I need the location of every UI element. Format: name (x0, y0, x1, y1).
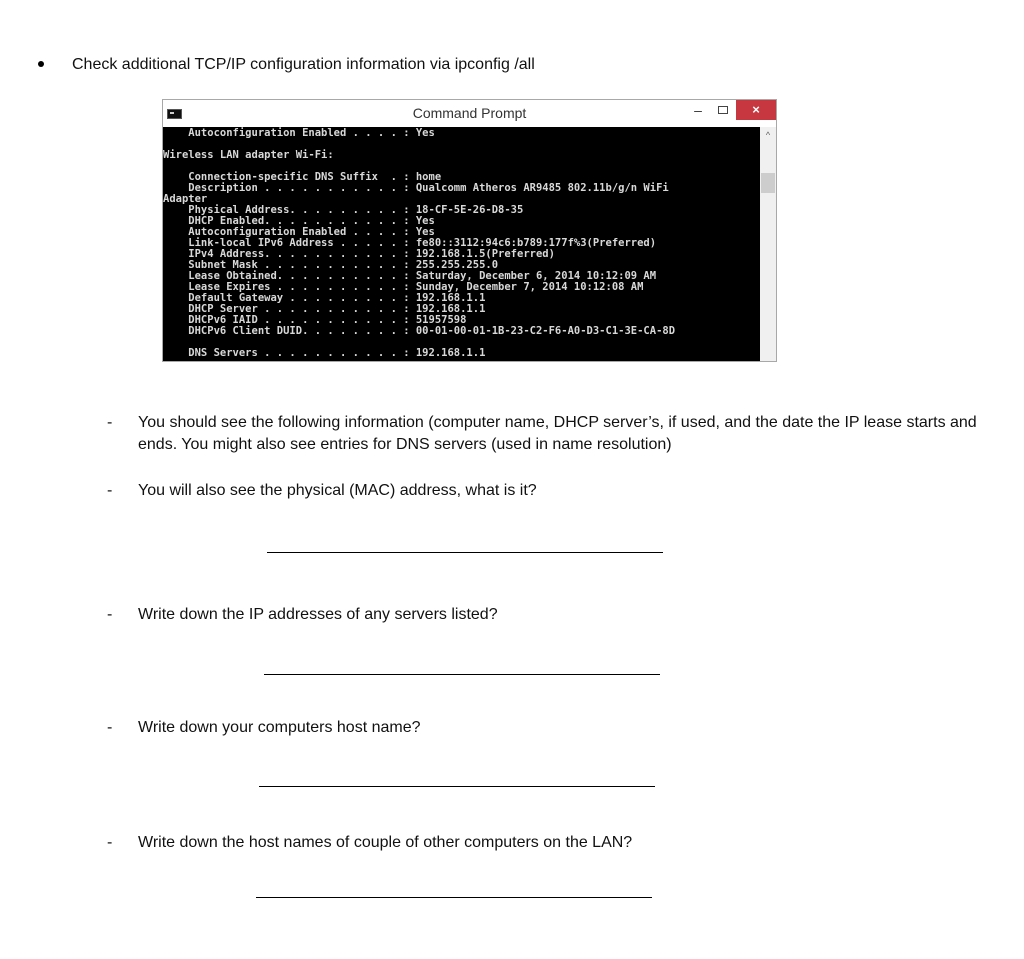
list-dash: - (107, 834, 113, 851)
console-line: Autoconfiguration Enabled . . . . : Yes (163, 127, 435, 139)
question-text: You will also see the physical (MAC) address, what is it? (138, 482, 537, 499)
vertical-scrollbar[interactable] (760, 127, 776, 362)
question-mac (0, 480, 1024, 502)
console-line: Subnet Mask . . . . . . . . . . . : 255.255.255.0 (163, 259, 499, 271)
console-line: Link-local IPv6 Address . . . . . : fe80::3112:94c6:b789:177f%3(Preferred) (163, 237, 657, 249)
console-line: Description . . . . . . . . . . . : Qualcomm Atheros AR9485 802.11b/g/n WiFi (163, 182, 669, 194)
console-line: Connection-specific DNS Suffix . : home (163, 171, 442, 183)
console-line: DHCP Enabled. . . . . . . . . . . : Yes (163, 215, 435, 227)
question-text: Write down the host names of couple of other computers on the LAN? (138, 834, 633, 851)
bullet-dot (38, 61, 44, 67)
question-servers (0, 604, 1024, 626)
command-prompt-window[interactable] (162, 99, 777, 362)
window-title: Command Prompt (412, 105, 527, 121)
minimize-button[interactable]: – (694, 102, 702, 118)
maximize-button[interactable] (716, 100, 730, 120)
question-info (0, 412, 1024, 458)
scroll-up-icon[interactable]: ^ (765, 130, 771, 140)
console-line: DHCPv6 IAID . . . . . . . . . . . : 51957598 (163, 314, 467, 326)
question-lan-hosts (0, 832, 1024, 854)
maximize-icon (718, 106, 728, 114)
console-output[interactable] (163, 127, 760, 362)
console-line: Wireless LAN adapter Wi-Fi: (163, 149, 334, 161)
console-line: Lease Expires . . . . . . . . . . : Sunday, December 7, 2014 10:12:08 AM (163, 281, 644, 293)
answer-line-servers[interactable] (264, 674, 660, 675)
console-line: Lease Obtained. . . . . . . . . . : Saturday, December 6, 2014 10:12:09 AM (163, 270, 657, 282)
console-line: IPv4 Address. . . . . . . . . . . : 192.168.1.5(Preferred) (163, 248, 555, 260)
list-dash: - (107, 719, 113, 736)
question-text: Write down your computers host name? (138, 719, 421, 736)
console-line: Physical Address. . . . . . . . . : 18-CF-5E-26-D8-35 (163, 204, 524, 216)
console-line: DNS Servers . . . . . . . . . . . : 192.168.1.1 (163, 347, 486, 359)
console-line: Autoconfiguration Enabled . . . . : Yes (163, 226, 435, 238)
list-dash: - (107, 606, 113, 623)
title-bar[interactable] (163, 100, 776, 127)
scroll-thumb[interactable] (761, 173, 775, 193)
question-hostname (0, 717, 1024, 739)
question-text: Write down the IP addresses of any servers listed? (138, 606, 498, 623)
question-text: You should see the following information (computer name, DHCP server’s, if used, and the date the IP lease starts and ends. You might also see entries for DNS servers (used in name resolution) (138, 414, 977, 453)
console-line: Adapter (163, 193, 208, 205)
intro-bullet (0, 55, 1024, 75)
answer-line-lan-hosts[interactable] (256, 897, 652, 898)
console-line: DHCPv6 Client DUID. . . . . . . . : 00-01-00-01-1B-23-C2-F6-A0-D3-C1-3E-CA-8D (163, 325, 676, 337)
list-dash: - (107, 414, 113, 431)
close-button[interactable]: × (736, 100, 776, 120)
intro-text: Check additional TCP/IP configuration information via ipconfig /all (72, 56, 535, 73)
answer-line-hostname[interactable] (259, 786, 655, 787)
list-dash: - (107, 482, 113, 499)
console-line: Default Gateway . . . . . . . . . : 192.168.1.1 (163, 292, 486, 304)
console-line: DHCP Server . . . . . . . . . . . : 192.168.1.1 (163, 303, 486, 315)
answer-line-mac[interactable] (267, 552, 663, 553)
